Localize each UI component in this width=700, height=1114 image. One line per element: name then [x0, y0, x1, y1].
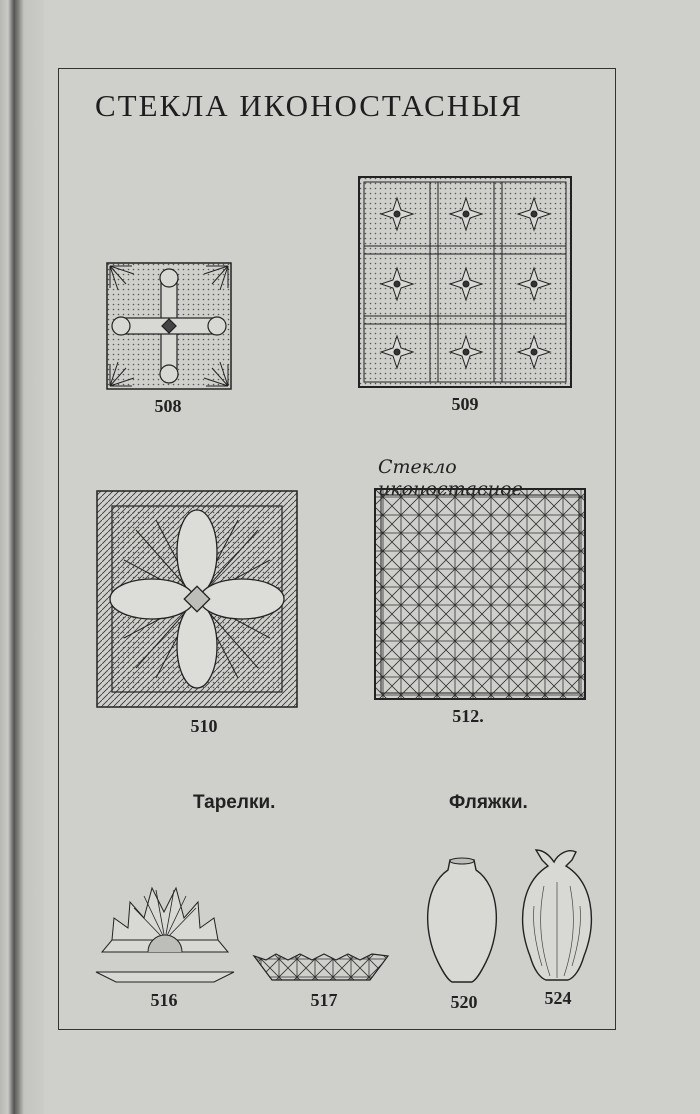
item-number-520: 520 — [450, 992, 478, 1012]
star-grid-panel-icon — [358, 176, 572, 388]
dish-icon — [252, 950, 390, 986]
flask-icon — [514, 846, 600, 986]
item-number-512: 512. — [452, 706, 484, 726]
vase-icon — [420, 856, 504, 986]
page-binding-edge — [0, 0, 44, 1114]
handwritten-caption: Стекло — [378, 456, 457, 478]
cross-panel-icon — [106, 262, 232, 390]
quatrefoil-panel-icon — [96, 490, 298, 708]
item-number-508: 508 — [154, 396, 182, 416]
lattice-panel-icon — [374, 488, 586, 700]
item-number-517: 517 — [310, 990, 338, 1010]
fan-plate-icon — [94, 878, 236, 990]
page-title: СТЕКЛА ИКОНОСТАСНЫЯ — [95, 88, 523, 123]
section-heading-flasks: Фляжки. — [449, 792, 528, 813]
item-number-516: 516 — [150, 990, 178, 1010]
section-heading-plates: Тарелки. — [193, 792, 276, 813]
item-number-510: 510 — [190, 716, 218, 736]
item-number-524: 524 — [544, 988, 572, 1008]
item-number-509: 509 — [451, 394, 479, 414]
